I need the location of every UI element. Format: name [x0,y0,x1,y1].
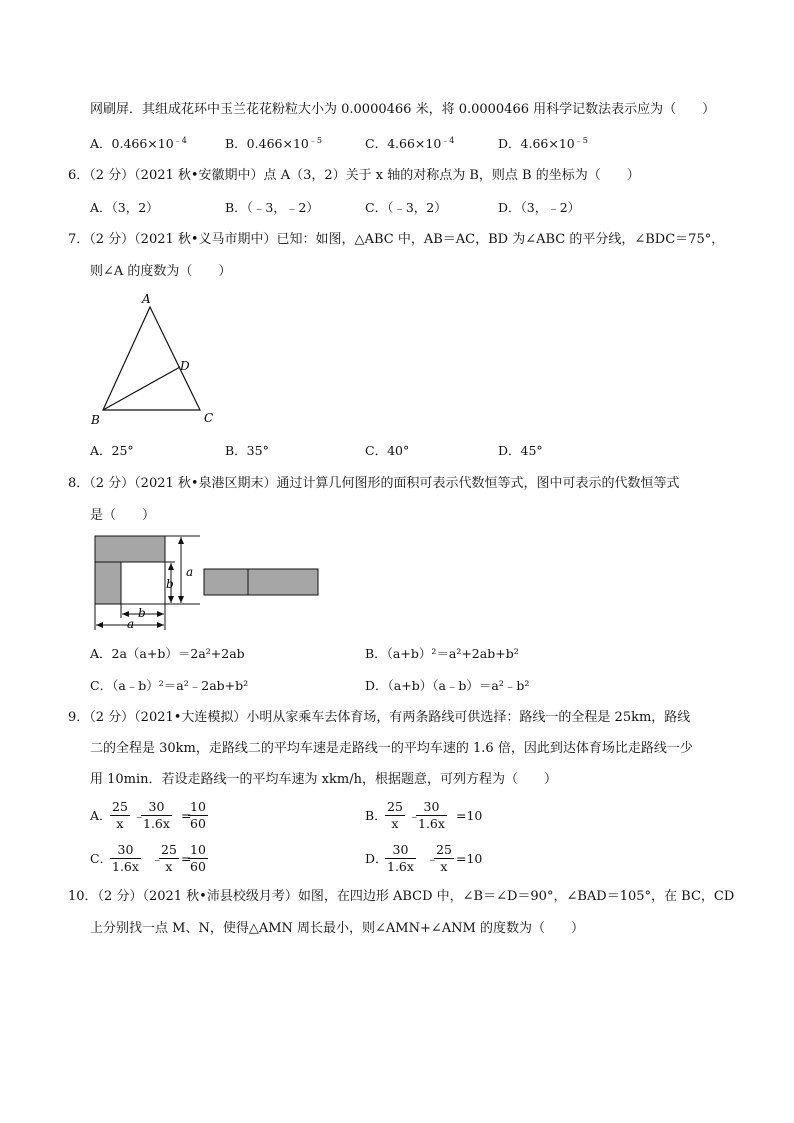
q9-stem-line3: 用 10min．若设走路线一的平均车速为 xkm/h，根据题意，可列方程为（ ） [90,772,557,787]
q5-option-d-text: D．4.66×10 [498,136,575,151]
q9-c-equals: = [181,851,192,866]
l-shape-figure [95,536,165,604]
q5-option-d-exp: ﹣5 [574,135,588,145]
vertex-b-label: B [91,413,100,427]
dim-b-bottom: b [138,606,146,620]
rearranged-rectangle [204,569,318,595]
q10-stem-line1: 10．（2 分）（2021 秋•沛县校级月考）如图，在四边形 ABCD 中，∠B＝∠D＝90°，∠BAD＝105°，在 BC，CD [68,889,735,904]
q7-option-d[interactable]: D．45° [498,443,543,458]
q5-option-a-exp: ﹣4 [173,135,187,145]
q9-d-minus: ﹣ [426,851,439,866]
q9-d-equals-ten: =10 [456,851,483,866]
q9-c-frac3: $\frac{10}{60}$ [190,842,206,874]
q9-c-frac1: $\frac{30}{1.6x}$ [112,842,139,874]
q9-option-a-label[interactable]: A． [90,808,112,823]
q9-stem-line1: 9．（2 分）（2021•大连模拟）小明从家乘车去体育场，有两条路线可供选择：路线一的全程是 25km，路线 [68,710,691,725]
q7-stem-line1: 7．（2 分）（2021 秋•义马市期中）已知：如图，△ABC 中，AB＝AC，BD 为∠ABC 的平分线，∠BDC＝75°， [68,232,725,247]
q6-option-a[interactable]: A．（3，2） [90,200,159,215]
q9-c-frac2: $\frac{25}{x}$ [161,842,177,874]
q8-option-d[interactable]: D．（a+b）（a﹣b）＝a²﹣b² [365,678,530,693]
q5-option-b-exp: ﹣5 [308,135,322,145]
q6-option-d[interactable]: D．（3，﹣2） [498,200,581,215]
q5-option-a-text: A．0.466×10 [90,136,174,151]
q6-option-c[interactable]: C．（﹣3，2） [365,200,447,215]
q5-option-c-exp: ﹣4 [441,135,455,145]
vertex-d-label: D [180,359,190,373]
q10-stem-line2: 上分别找一点 M、N，使得△AMN 周长最小，则∠AMN+∠ANM 的度数为（ ） [90,921,584,936]
vertex-a-label: A [142,292,151,306]
q9-a-frac3: $\frac{10}{60}$ [190,799,206,831]
q7-option-c[interactable]: C．40° [365,443,410,458]
q9-stem-line2: 二的全程是 30km，走路线二的平均车速是走路线一的平均车速的 1.6 倍，因此到达体育场比走路线一少 [90,741,693,756]
q9-d-frac1: $\frac{30}{1.6x}$ [387,842,414,874]
q9-d-frac2: $\frac{25}{x}$ [436,842,452,874]
vertex-c-label: C [204,411,214,425]
q9-b-frac2: $\frac{30}{1.6x}$ [418,799,445,831]
q8-option-b[interactable]: B．（a+b）²＝a²+2ab+b² [365,646,519,661]
q6-stem: 6．（2 分）（2021 秋•安徽期中）点 A（3，2）关于 x 轴的对称点为 B，则点 B 的坐标为（ ） [68,168,640,183]
q9-a-minus: ﹣ [133,808,146,823]
q9-c-minus: ﹣ [151,851,164,866]
q9-a-frac2: $\frac{30}{1.6x}$ [143,799,170,831]
q5-stem: 网刷屏．其组成花环中玉兰花花粉粒大小为 0.0000466 米，将 0.0000466 用科学记数法表示应为（ ） [90,102,716,117]
q9-option-c-label[interactable]: C． [90,851,113,866]
dim-a-right: a [186,565,194,579]
q9-b-frac1: $\frac{25}{x}$ [387,799,403,831]
q7-option-a[interactable]: A．25° [90,443,134,458]
q9-a-frac1: $\frac{25}{x}$ [112,799,128,831]
q8-option-a[interactable]: A．2a（a+b）＝2a²+2ab [90,646,245,661]
q8-stem-line2: 是（ ） [90,508,156,523]
q9-a-equals: = [181,808,192,823]
q9-b-minus: ﹣ [408,808,421,823]
q9-option-d-label[interactable]: D． [365,851,388,866]
q7-stem-line2: 则∠A 的度数为（ ） [90,264,232,279]
q9-b-equals-ten: =10 [456,808,483,823]
q7-option-b[interactable]: B．35° [225,443,269,458]
q8-stem-line1: 8．（2 分）（2021 秋•泉港区期末）通过计算几何图形的面积可表示代数恒等式，图中可表示的代数恒等式 [68,476,680,491]
q5-option-c-text: C．4.66×10 [365,136,442,151]
dim-a-bottom: a [127,617,135,631]
q8-option-c[interactable]: C．（a﹣b）²＝a²﹣2ab+b² [90,678,249,693]
q5-option-b-text: B．0.466×10 [225,136,309,151]
q6-option-b[interactable]: B．（﹣3，﹣2） [225,200,319,215]
dim-b-right: b [166,577,174,591]
q9-option-b-label[interactable]: B． [365,808,387,823]
